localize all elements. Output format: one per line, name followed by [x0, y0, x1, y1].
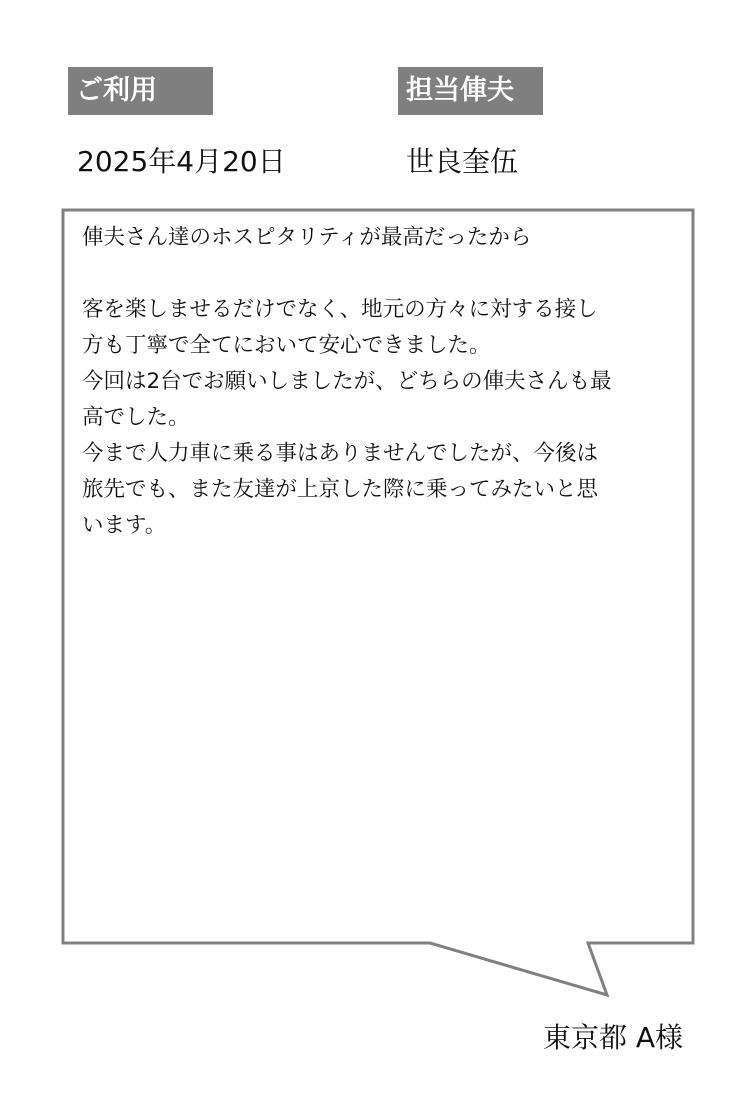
usage-date-label: ご利用: [68, 67, 213, 115]
review-line: 方も丁寧で全てにおいて安心できました。: [82, 333, 491, 358]
review-line: 客を楽しませるだけでなく、地元の方々に対する接し: [82, 297, 598, 322]
review-line: 旅先でも、また友達が上京した際に乗ってみたいと思: [82, 477, 599, 502]
review-line: 今まで人力車に乗る事はありませんでしたが、今後は: [82, 441, 599, 466]
review-line: [82, 256, 687, 292]
usage-date-value: 2025年4月20日: [77, 145, 286, 178]
review-line: 俥夫さん達のホスピタリティが最高だったから: [82, 225, 532, 250]
customer-name: 東京都 A様: [542, 1021, 683, 1054]
staff-name-value: 世良奎伍: [406, 145, 519, 178]
review-line: 今回は2台でお願いしましたが、どちらの俥夫さんも最: [82, 369, 612, 394]
review-line: 高でした。: [82, 405, 190, 430]
staff-label: 担当俥夫: [398, 67, 543, 115]
review-text: [82, 220, 687, 544]
review-line: います。: [82, 513, 167, 538]
